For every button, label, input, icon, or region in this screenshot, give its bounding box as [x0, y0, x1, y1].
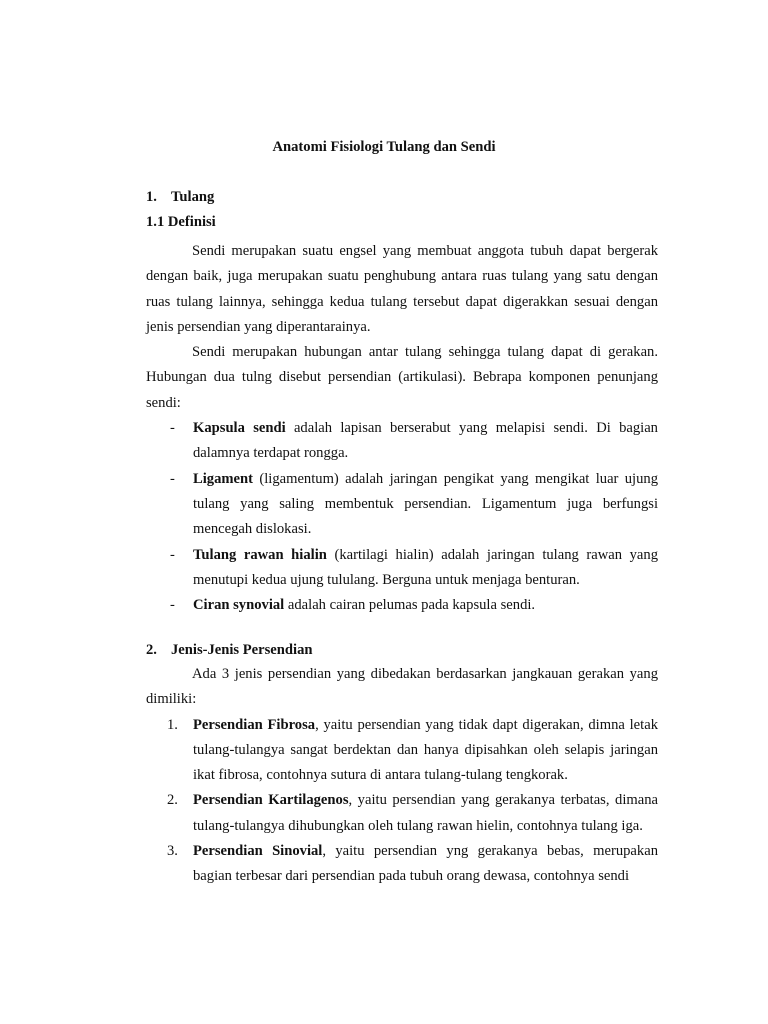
list-marker: -	[170, 470, 175, 487]
list-marker: 1.	[167, 716, 178, 733]
list-item-term: Ciran synovial	[193, 597, 285, 614]
section-1-number: 1.	[146, 189, 157, 205]
definition-paragraph-1	[146, 239, 658, 340]
list-item	[146, 467, 658, 543]
list-item-term: Persendian Kartilagenos	[193, 792, 349, 809]
section-1-subheading: 1.1 Definisi	[146, 214, 216, 230]
list-item-text: , yaitu persendian yang tidak dapt digerakan, dimna letak tulang-tulangya sangat berdektan dan hanya dipisahkan oleh selapis jaringan ikat fibrosa, contohnya sutura di antara tulang-tulang tengkorak.	[193, 716, 658, 784]
section-2-heading	[146, 640, 658, 660]
section-1	[146, 187, 658, 618]
types-intro-paragraph	[146, 662, 658, 713]
list-item-text: , yaitu persendian yang gerakanya terbatas, dimana tulang-tulangya dihubungkan oleh tulang rawan hielin, contohnya tulang iga.	[193, 792, 658, 834]
types-list	[146, 713, 658, 890]
section-1-heading	[146, 187, 658, 207]
section-2-title: Jenis-Jenis Persendian	[171, 642, 313, 658]
list-marker: -	[170, 546, 175, 563]
list-item	[146, 593, 658, 618]
document-title: Anatomi Fisiologi Tulang dan Sendi	[272, 139, 496, 155]
list-marker: -	[170, 597, 175, 614]
list-item-term: Kapsula sendi	[193, 420, 286, 437]
list-item-term: Ligament	[193, 470, 253, 487]
list-marker: -	[170, 420, 175, 437]
types-intro-text: Ada 3 jenis persendian yang dibedakan berdasarkan jangkauan gerakan yang dimiliki:	[146, 666, 658, 708]
list-item-text: (kartilagi hialin) adalah jaringan tulang rawan yang menutupi kedua ujung tululang. Berguna untuk menjaga benturan.	[193, 546, 659, 588]
list-item-text: adalah lapisan berserabut yang melapisi sendi. Di bagian dalamnya terdapat rongga.	[193, 420, 658, 462]
list-item-text: , yaitu persendian yng gerakanya bebas, merupakan bagian terbesar dari persendian pada tubuh orang dewasa, contohnya sendi	[193, 843, 658, 885]
definition-paragraph-2	[146, 340, 658, 416]
definition-paragraph-2-text: Sendi merupakan hubungan antar tulang sehingga tulang dapat di gerakan. Hubungan dua tulng disebut persendian (artikulasi). Bebrapa komponen penunjang sendi:	[146, 344, 658, 411]
list-item	[146, 543, 658, 594]
list-item-text: (ligamentum) adalah jaringan pengikat yang mengikat luar ujung tulang yang saling membentuk persendian. Ligamentum juga berfungsi mencegah dislokasi.	[193, 470, 658, 538]
list-item	[146, 713, 658, 789]
list-item-text: adalah cairan pelumas pada kapsula sendi.	[284, 597, 536, 614]
list-item	[146, 416, 658, 467]
section-1-title: Tulang	[171, 189, 215, 205]
section-2-number: 2.	[146, 642, 157, 658]
list-item	[146, 788, 658, 839]
definition-paragraph-1-text: Sendi merupakan suatu engsel yang membuat anggota tubuh dapat bergerak dengan baik, juga merupakan suatu penghubung antara ruas tulang yang satu dengan ruas tulang lainnya, sehingga kedua tulang tersebut dapat digerakkan sesuai dengan jenis persendian yang diperantarainya.	[146, 243, 658, 335]
components-list	[146, 416, 658, 618]
section-2	[146, 640, 658, 890]
list-item-term: Persendian Sinovial	[193, 843, 323, 860]
list-marker: 3.	[167, 843, 178, 860]
list-item-term: Tulang rawan hialin	[193, 546, 327, 563]
list-marker: 2.	[167, 792, 178, 809]
list-item-term: Persendian Fibrosa	[193, 716, 316, 733]
list-item	[146, 839, 658, 890]
